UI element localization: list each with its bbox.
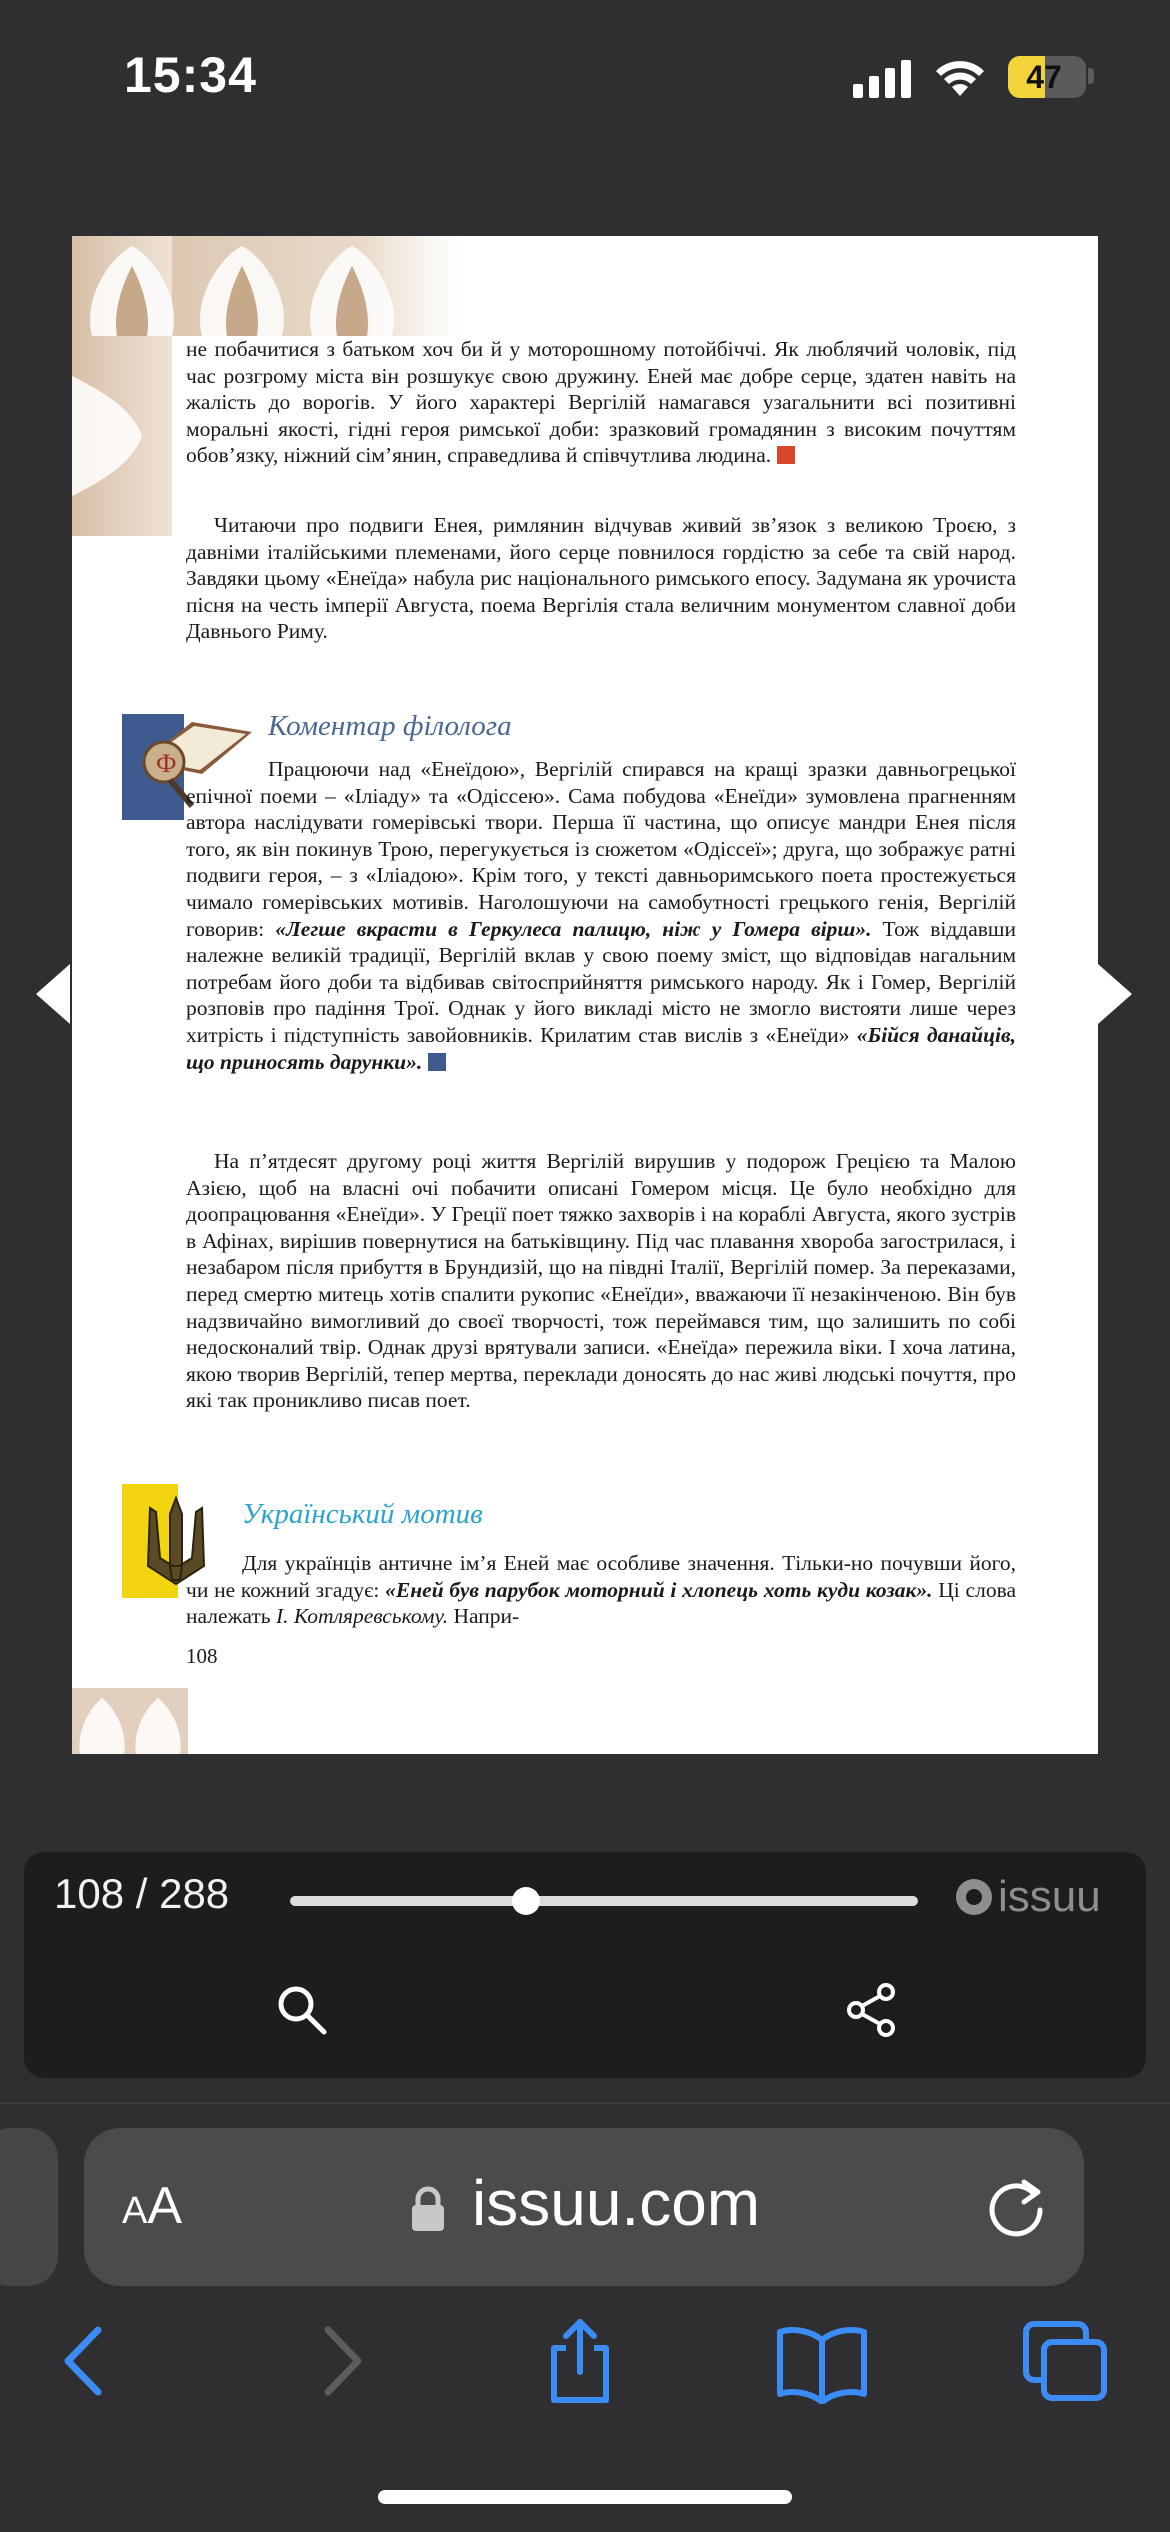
address-bar[interactable]	[84, 2128, 1084, 2286]
svg-text:Ф: Ф	[156, 749, 177, 778]
next-page-arrow-icon[interactable]	[1098, 964, 1132, 1024]
page-number: 108	[186, 1644, 218, 1668]
share-icon[interactable]	[842, 1980, 902, 2040]
ornament-decoration-bottom	[72, 1688, 188, 1754]
section-title-ukrainian: Український мотив	[242, 1498, 483, 1530]
back-icon[interactable]	[40, 2318, 136, 2404]
tabs-icon[interactable]	[1018, 2318, 1114, 2404]
wifi-icon	[934, 56, 986, 98]
forward-icon[interactable]	[290, 2318, 386, 2404]
document-page	[72, 236, 1098, 1754]
page-counter: 108 / 288	[54, 1870, 230, 1917]
reload-icon[interactable]	[984, 2174, 1050, 2240]
issuu-logo-icon	[956, 1879, 992, 1915]
end-mark-blue	[428, 1053, 446, 1071]
text-size-button[interactable]: AA	[122, 2177, 183, 2235]
toolbar-divider	[0, 2102, 1170, 2104]
paragraph-4: На п’ятдесят другому році життя Вергілій вирушив у подорож Грецією та Малою Азією, щоб на власні очі побачити описані Гомером місця. Це було необхідно для доопрацювання «Енеїди». У Греції поет тяжко захворів і на кораблі Августа, якого зустрів в Афінах, вирішив повернутися на батьківщину. Під час плавання хвороба загострилася, і незабаром після прибуття в Брундизій, що на півдні Італії, Вергілій помер. За переказами, перед смертю митець хотів спалити рукопис «Енеїди», вважаючи її незакінченою. Він був надзвичайно вимогливий до своєї творчості, тож переймався тим, що залишить по собі недосконалий твір. Однак друзі врятували записи. «Енеїда» пережила віки. І хоча латина, якою творив Вергілій, тепер мертва, переклади доносять до нас живі людські почуття, про які так проникливо писав поет.	[186, 1149, 1016, 1413]
issuu-logo: issuu	[956, 1872, 1101, 1922]
viewer-controls	[24, 1852, 1146, 2078]
page-slider[interactable]	[290, 1896, 918, 1906]
paragraph-5: Для українців античне ім’я Еней має особливе значення. Тільки-но почувши його, чи не кожний згадує: «Еней був парубок моторний і хлопець хоть куди козак». Ці слова належать І. Котляревському. Напри-	[186, 1551, 1016, 1629]
page-slider-knob[interactable]	[512, 1887, 540, 1915]
lock-icon	[410, 2186, 446, 2232]
paragraph-3: Працюючи над «Енеїдою», Вергілій спирався на кращі зразки давньогрецької епічної поеми – «Іліаду» та «Одіссею». Сама побудова «Енеїди» зумовлена прагненням автора наслідувати гомерівські твори. Перша її частина, що описує мандри Енея після того, як він покинув Трою, перегукується із сюжетом «Одіссеї»; друга, що зображує ратні подвиги героя, – з «Іліадою». Крім того, у тексті давньоримського поета простежується чимало гомерівських мотивів. Наголошуючи на самобутності грецького генія, Вергілій говорив: «Легше вкрасти в Геркулеса палицю, ніж у Гомера вірш». Тож віддавши належне великій традиції, Вергілій вклав у свою поему зміст, що відповідав нагальним потребам його доби та відбивав світосприйняття римського народу. Як і Гомер, Вергілій розповів про падіння Трої. Однак у його викладі місто не змогло вистояти лише через хитрість і підступність завойовників. Крилатим став вислів з «Енеїди» «Бійся данайців, що приносять дарунки».	[186, 757, 1016, 1074]
status-time: 15:34	[124, 47, 257, 103]
battery-icon	[1008, 56, 1086, 98]
paragraph-2: Читаючи про подвиги Енея, римлянин відчував живий зв’язок з великою Троєю, з давніми італійськими племенами, його серце повнилося гордістю за себе та свій народ. Завдяки цьому «Енеїда» набула рис національного римського епосу. Задумана як урочиста пісня на честь імперії Августа, поема Вергілія стала величним монументом славної доби Давнього Риму.	[186, 513, 1016, 644]
share-icon[interactable]	[532, 2318, 628, 2404]
bookmarks-icon[interactable]	[774, 2318, 870, 2404]
url-text[interactable]: issuu.com	[472, 2167, 761, 2239]
battery-level: 47	[1026, 59, 1062, 95]
search-icon[interactable]	[272, 1980, 332, 2040]
home-indicator	[378, 2490, 792, 2504]
paragraph-1: не побачитися з батьком хоч би й у моторошному потойбіччі. Як люблячий чоловік, під час розгрому міста він розшукує свою дружину. Еней має добре серце, здатен навіть на жалість до ворогів. У його характері Вергілій намагався узагальнити всі позитивні моральні якості, гідні героя римської доби: зразковий громадянин з високим почуттям обов’язку, ніжний сім’янин, справедлива й співчутлива людина.	[186, 337, 1016, 468]
previous-tab-preview[interactable]	[0, 2128, 58, 2286]
signal-icon	[853, 60, 913, 98]
previous-page-arrow-icon[interactable]	[36, 964, 70, 1024]
section-title-philologist: Коментар філолога	[268, 710, 512, 742]
end-mark-red	[777, 446, 795, 464]
battery-cap	[1088, 68, 1094, 84]
